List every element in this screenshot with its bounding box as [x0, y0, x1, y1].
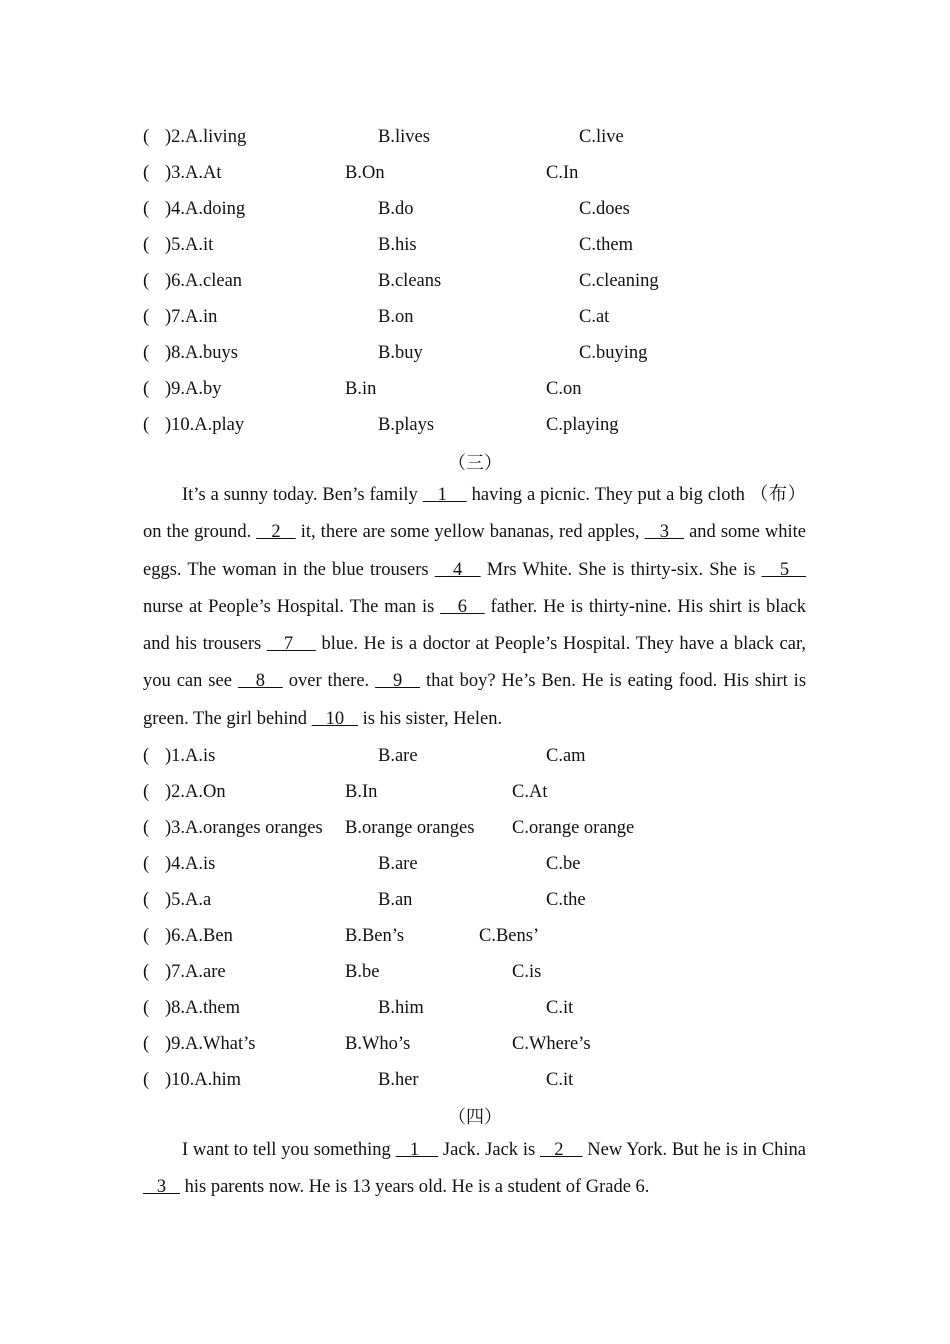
answer-paren: (: [143, 199, 150, 219]
option-b: B.his: [378, 235, 417, 255]
option-b: B.plays: [378, 415, 435, 435]
option-c: C.is: [512, 962, 542, 982]
answer-paren: (: [143, 818, 150, 838]
option-c: C.it: [546, 998, 574, 1018]
option-c: C.live: [579, 127, 624, 147]
answer-paren: (: [143, 343, 150, 363]
option-b: B.On: [345, 163, 385, 183]
blank-5: 5: [761, 559, 807, 580]
option-c: C.orange orange: [512, 818, 635, 838]
option-a: )5.A.it: [165, 235, 214, 255]
blank-2: 2: [256, 522, 296, 543]
option-a: )2.A.living: [165, 127, 247, 147]
section-title-4: （四）: [448, 1107, 502, 1127]
option-b: B.her: [378, 1070, 419, 1090]
passage-4: [143, 1132, 806, 1207]
option-c: C.does: [579, 199, 630, 219]
option-b: B.orange oranges: [345, 818, 475, 838]
option-c: C.playing: [546, 415, 619, 435]
answer-paren: (: [143, 782, 150, 802]
answer-paren: (: [143, 1034, 150, 1054]
option-c: C.am: [546, 746, 586, 766]
option-b: B.an: [378, 890, 413, 910]
answer-paren: (: [143, 379, 150, 399]
blank-4: 4: [434, 559, 481, 580]
option-b: B.In: [345, 782, 378, 802]
blank-7: 7: [266, 634, 316, 655]
blank-6: 6: [440, 596, 485, 617]
option-c: C.on: [546, 379, 582, 399]
answer-paren: (: [143, 163, 150, 183]
option-b: B.are: [378, 746, 418, 766]
option-a: )3.A.At: [165, 163, 222, 183]
answer-paren: (: [143, 127, 150, 147]
option-c: C.buying: [579, 343, 648, 363]
option-a: )8.A.buys: [165, 343, 238, 363]
option-b: B.in: [345, 379, 377, 399]
passage-3: [143, 477, 806, 738]
option-b: B.him: [378, 998, 424, 1018]
blank-10: 10: [311, 708, 358, 729]
option-a: )8.A.them: [165, 998, 241, 1018]
blank-9: 9: [375, 671, 421, 692]
option-c: C.At: [512, 782, 548, 802]
option-b: B.on: [378, 307, 414, 327]
option-c: C.In: [546, 163, 579, 183]
option-a: )2.A.On: [165, 782, 226, 802]
option-a: )1.A.is: [165, 746, 216, 766]
section-title-3: （三）: [448, 453, 502, 473]
option-c: C.be: [546, 854, 581, 874]
blank-2: 2: [539, 1140, 583, 1160]
answer-paren: (: [143, 854, 150, 874]
option-c: C.Where’s: [512, 1034, 591, 1054]
option-a: )7.A.are: [165, 962, 226, 982]
option-c: C.at: [579, 307, 610, 327]
blank-8: 8: [237, 671, 283, 692]
option-a: )5.A.a: [165, 890, 212, 910]
answer-paren: (: [143, 415, 150, 435]
answer-paren: (: [143, 746, 150, 766]
option-a: )10.A.play: [165, 415, 245, 435]
option-b: B.be: [345, 962, 380, 982]
option-b: B.Who’s: [345, 1034, 411, 1054]
answer-paren: (: [143, 962, 150, 982]
option-c: C.the: [546, 890, 586, 910]
answer-paren: (: [143, 271, 150, 291]
option-c: C.Bens’: [479, 926, 540, 946]
passage-text: It’s a sunny today. Ben’s family 1 having a picnic. They put a big cloth （布）on the ground. 2 it, there are some yellow bananas, red apples, 3 and some white eggs. The woman in the blue trousers 4 Mrs White. She is thirty-six. She is 5 nurse at People’s Hospital. The man is 6 father. He is thirty-nine. His shirt is black and his trousers 7 blue. He is a doctor at People’s Hospital. They have a black car, you can see 8 over there. 9 that boy? He’s Ben. He is eating food. His shirt is green. The girl behind 10 is his sister, Helen.: [143, 485, 807, 729]
option-b: B.lives: [378, 127, 430, 147]
option-b: B.are: [378, 854, 418, 874]
blank-1: 1: [422, 485, 467, 505]
passage-text: I want to tell you something 1 Jack. Jack is 2 New York. But he is in China 3 his parents now. He is 13 years old. He is a student of Grade 6.: [143, 1140, 807, 1198]
option-b: B.Ben’s: [345, 926, 405, 946]
answer-paren: (: [143, 926, 150, 946]
option-a: )6.A.Ben: [165, 926, 233, 946]
option-a: )9.A.by: [165, 379, 222, 399]
answer-paren: (: [143, 235, 150, 255]
option-c: C.cleaning: [579, 271, 659, 291]
blank-3: 3: [644, 522, 685, 543]
option-b: B.do: [378, 199, 414, 219]
option-a: )7.A.in: [165, 307, 218, 327]
option-c: C.them: [579, 235, 633, 255]
answer-paren: (: [143, 890, 150, 910]
option-a: )3.A.oranges oranges: [165, 818, 323, 838]
option-a: )6.A.clean: [165, 271, 243, 291]
option-a: )9.A.What’s: [165, 1034, 256, 1054]
blank-1: 1: [395, 1140, 439, 1160]
option-b: B.cleans: [378, 271, 442, 291]
answer-paren: (: [143, 307, 150, 327]
option-a: )4.A.is: [165, 854, 216, 874]
option-c: C.it: [546, 1070, 574, 1090]
option-a: )10.A.him: [165, 1070, 242, 1090]
answer-paren: (: [143, 998, 150, 1018]
answer-paren: (: [143, 1070, 150, 1090]
option-a: )4.A.doing: [165, 199, 246, 219]
option-b: B.buy: [378, 343, 423, 363]
blank-3: 3: [143, 1177, 180, 1198]
